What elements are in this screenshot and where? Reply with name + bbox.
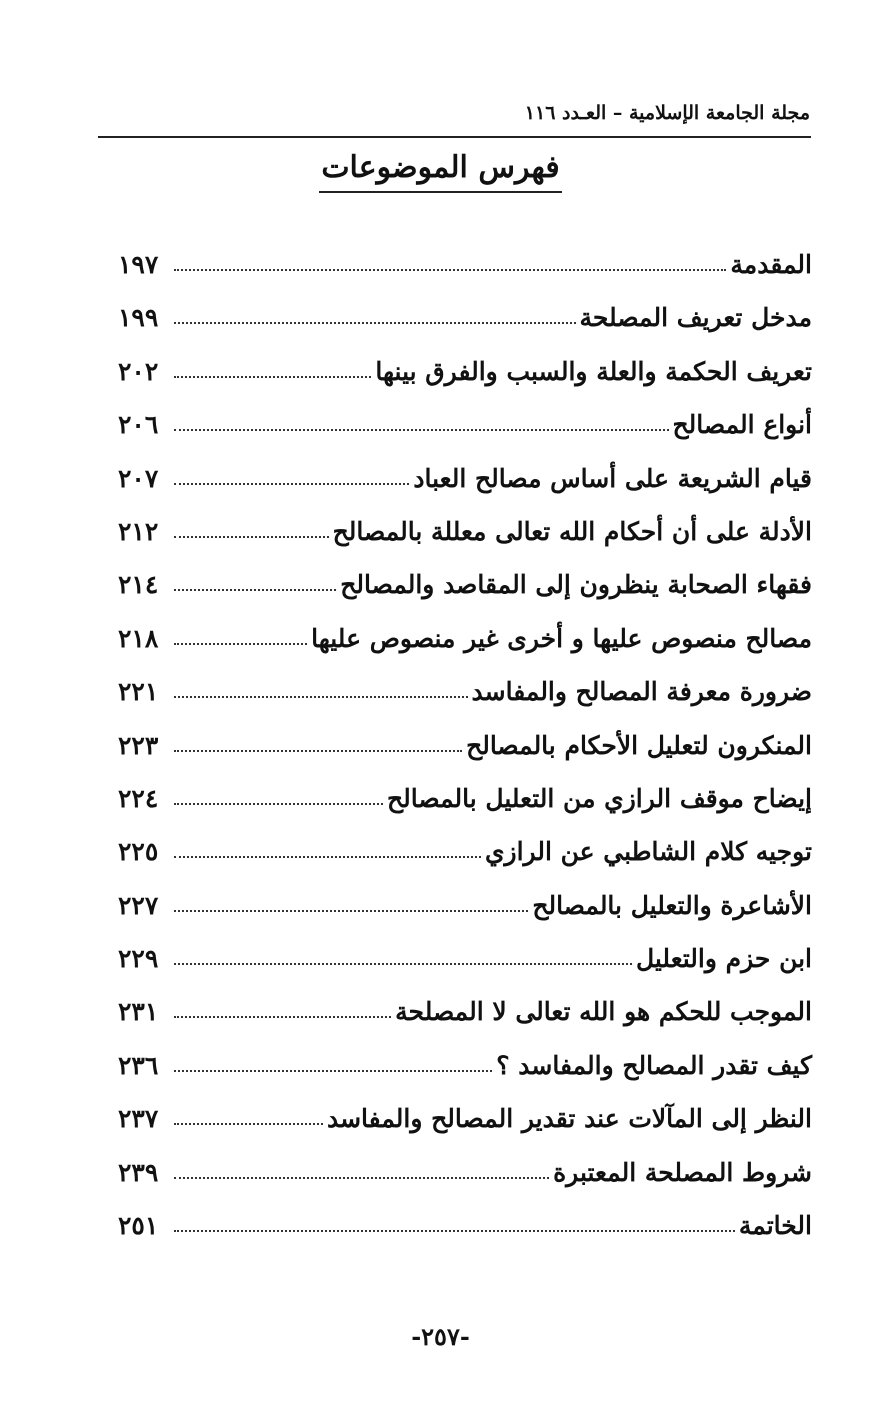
toc-entry-title: شروط المصلحة المعتبرة	[553, 1157, 812, 1187]
toc-entry-title: ضرورة معرفة المصالح والمفاسد	[471, 677, 812, 707]
dot-leader	[174, 1016, 391, 1018]
dot-leader	[174, 429, 669, 431]
dot-leader	[174, 750, 462, 752]
toc-entry-title: فقهاء الصحابة ينظرون إلى المقاصد والمصالح	[340, 570, 812, 600]
toc-entry-title: الأشاعرة والتعليل بالمصالح	[532, 890, 812, 920]
dot-leader	[174, 483, 409, 485]
toc-entry-page: ٢٢٧	[118, 890, 159, 920]
toc-entry	[118, 297, 812, 350]
toc-entry-page: ٢٠٦	[118, 410, 159, 440]
dot-leader	[174, 910, 528, 912]
toc-entry	[118, 671, 812, 724]
toc-entry-title: المنكرون لتعليل الأحكام بالمصالح	[466, 730, 812, 760]
dot-leader	[174, 269, 726, 271]
toc-entry-page: ٢٣٩	[118, 1157, 159, 1187]
toc-entry	[118, 725, 812, 778]
toc-entry-page: ٢٣٦	[118, 1050, 159, 1080]
toc-entry-page: ٢٢٥	[118, 837, 159, 867]
toc-entry-title: الأدلة على أن أحكام الله تعالى معللة بالمصالح	[332, 516, 812, 546]
dot-leader	[174, 856, 481, 858]
toc-entry-page: ٢٠٢	[118, 356, 159, 386]
toc-entry-title: توجيه كلام الشاطبي عن الرازي	[484, 837, 812, 867]
toc-entry-title: النظر إلى المآلات عند تقدير المصالح والمفاسد	[326, 1104, 812, 1134]
toc-entry	[118, 1205, 812, 1258]
page-number: -٢٥٧-	[411, 1322, 470, 1351]
toc-entry-page: ١٩٩	[118, 303, 159, 333]
toc-entry-page: ٢٣٧	[118, 1104, 159, 1134]
toc-entry	[118, 618, 812, 671]
toc-entry-page: ٢٣١	[118, 997, 159, 1027]
toc-entry	[118, 244, 812, 297]
toc-entry-title: قيام الشريعة على أساس مصالح العباد	[413, 463, 812, 493]
dot-leader	[174, 1177, 549, 1179]
toc-entry	[118, 564, 812, 617]
toc-entry	[118, 1045, 812, 1098]
toc-entry	[118, 1098, 812, 1151]
dot-leader	[174, 803, 383, 805]
toc-entry-title: الموجب للحكم هو الله تعالى لا المصلحة	[395, 997, 812, 1027]
toc-entry-page: ٢١٤	[118, 570, 159, 600]
toc-list	[118, 244, 812, 1258]
toc-entry	[118, 511, 812, 564]
toc-entry-title: أنواع المصالح	[672, 410, 812, 440]
toc-entry	[118, 404, 812, 457]
toc-entry-title: تعريف الحكمة والعلة والسبب والفرق بينها	[375, 356, 812, 386]
dot-leader	[174, 643, 307, 645]
header-rule	[98, 136, 811, 138]
toc-entry	[118, 991, 812, 1044]
toc-entry-page: ٢١٨	[118, 623, 159, 653]
toc-entry-title: مدخل تعريف المصلحة	[579, 303, 812, 333]
toc-entry-page: ١٩٧	[118, 250, 159, 279]
dot-leader	[174, 696, 468, 698]
toc-entry-title: كيف تقدر المصالح والمفاسد ؟	[496, 1050, 812, 1080]
toc-entry-title: المقدمة	[730, 250, 812, 279]
dot-leader	[174, 376, 371, 378]
toc-entry-page: ٢٢١	[118, 677, 159, 707]
toc-entry	[118, 458, 812, 511]
toc-entry-page: ٢٢٣	[118, 730, 159, 760]
toc-entry-page: ٢٠٧	[118, 463, 159, 493]
dot-leader	[174, 963, 632, 965]
dot-leader	[174, 1070, 492, 1072]
toc-title: فهرس الموضوعات	[319, 150, 561, 193]
dot-leader	[174, 322, 576, 324]
toc-entry-page: ٢٥١	[118, 1211, 159, 1241]
toc-entry-page: ٢٢٤	[118, 783, 159, 813]
toc-entry-page: ٢١٢	[118, 516, 159, 546]
toc-entry	[118, 351, 812, 404]
toc-entry	[118, 831, 812, 884]
toc-entry-page: ٢٢٩	[118, 944, 159, 974]
toc-entry	[118, 938, 812, 991]
dot-leader	[174, 589, 336, 591]
toc-entry-title: الخاتمة	[738, 1211, 812, 1241]
running-header: مجلة الجامعة الإسلامية – العـدد ١١٦	[524, 102, 810, 124]
toc-entry	[118, 1152, 812, 1205]
dot-leader	[174, 1123, 323, 1125]
dot-leader	[174, 1230, 735, 1232]
toc-entry-title: مصالح منصوص عليها و أخرى غير منصوص عليها	[311, 623, 812, 653]
dot-leader	[174, 536, 329, 538]
toc-entry	[118, 885, 812, 938]
toc-entry-title: ابن حزم والتعليل	[635, 944, 812, 974]
toc-title-container	[0, 150, 881, 193]
toc-entry-title: إيضاح موقف الرازي من التعليل بالمصالح	[387, 783, 812, 813]
toc-entry	[118, 778, 812, 831]
